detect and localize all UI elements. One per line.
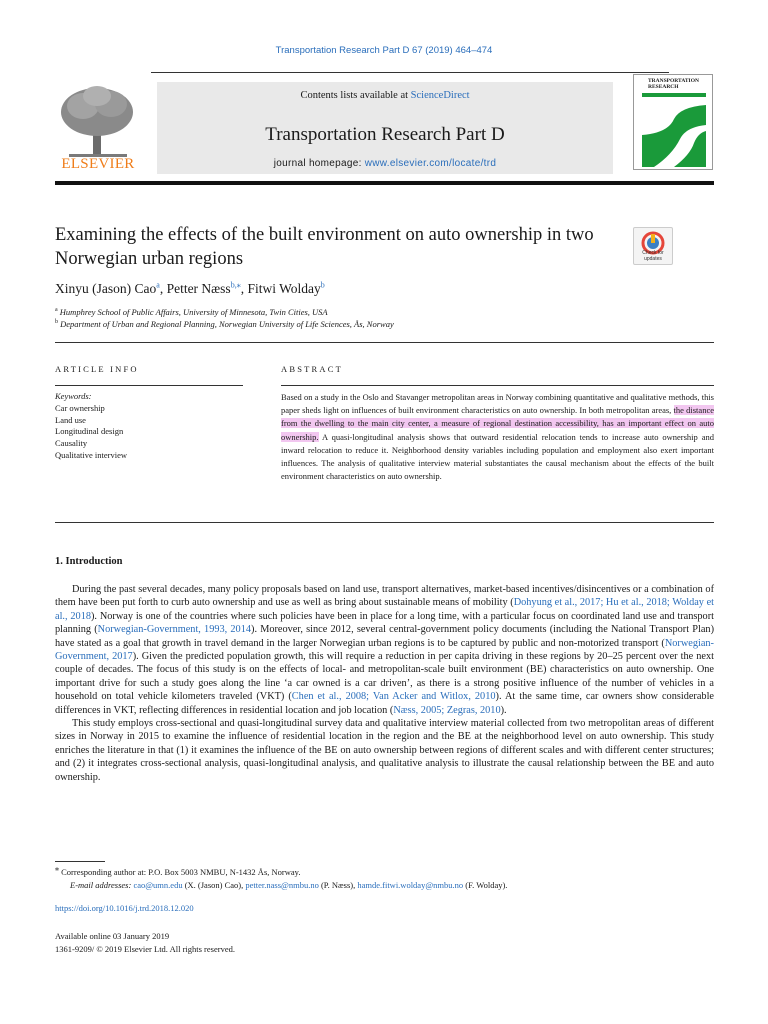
abstract-text xyxy=(281,391,714,483)
homepage-line xyxy=(157,158,613,169)
contents-line xyxy=(157,90,613,101)
author-name[interactable]: Xinyu (Jason) Cao xyxy=(55,281,157,296)
available-online: Available online 03 January 2019 xyxy=(55,931,170,941)
keywords-block xyxy=(55,391,127,462)
author-affiliation-mark[interactable]: b,⁎ xyxy=(230,280,241,290)
text: ). Given the predicted population growth, this will require a reduction in per capita driving in these regions by 20–25 percent over the next couple of decades. The focus of this study is on the effects of local- and metropolitan-scale built environment (BE) characteristics on auto ownership. One important drive for such a study goes along the line ‘a car owned is a car driven’, as there is a strong positive influence of the number of vehicles in a household on total vehicle kilometers traveled (VKT) ( xyxy=(55,651,714,703)
email-label: E-mail addresses: xyxy=(70,880,134,890)
affiliation xyxy=(55,319,394,329)
footnote-rule xyxy=(55,861,105,862)
text: ). xyxy=(500,704,507,716)
divider xyxy=(55,522,714,523)
masthead-bottom-rule xyxy=(55,181,714,185)
author-affiliation-mark[interactable]: a xyxy=(156,280,160,290)
article-info-heading: ARTICLE INFO xyxy=(55,364,139,374)
homepage-prefix: journal homepage: xyxy=(273,158,365,169)
contents-prefix: Contents lists available at xyxy=(300,90,411,101)
divider xyxy=(281,385,714,386)
text: During the past several decades, many policy proposals based on land use, transport alternatives, market-based incentives/disincentives or a combination of them have been put forth to curb auto ownership and use as well as bring about sustainable means of mobility ( xyxy=(55,584,714,609)
affiliation-text: Humphrey School of Public Affairs, University of Minnesota, Twin Cities, USA xyxy=(59,307,328,317)
journal-title: Transportation Research Part D xyxy=(265,124,505,145)
keyword-item: Longitudinal design xyxy=(55,426,124,437)
copyright-line: 1361-9209/ © 2019 Elsevier Ltd. All rights reserved. xyxy=(55,943,235,954)
email-link[interactable]: cao@umn.edu xyxy=(133,880,183,890)
keyword-item: Causality xyxy=(55,438,88,449)
journal-masthead xyxy=(55,72,714,184)
homepage-link[interactable]: www.elsevier.com/locate/trd xyxy=(364,158,497,169)
affiliation-text: Department of Urban and Regional Planning, Norwegian University of Life Sciences, Ås, Norway xyxy=(60,319,394,329)
sciencedirect-link[interactable]: ScienceDirect xyxy=(410,90,470,101)
author-separator: , xyxy=(240,281,248,296)
masthead-top-rule xyxy=(151,72,669,73)
doi-link[interactable]: https://doi.org/10.1016/j.trd.2018.12.020 xyxy=(55,903,194,913)
affiliation xyxy=(55,307,328,317)
paragraph: This study employs cross-sectional and quasi-longitudinal survey data and qualitative interview material collected from two metropolitan areas of different sizes in Norway in 2015 to examine the influence of residential location in the region and the BE at the neighborhood level on auto ownership. This study enriches the literature in that (1) it examines the influence of the BE on auto ownership between regions of different scales and with different center structures; and (2) it integrates cross-sectional analysis, quasi-longitudinal analysis, and qualitative analysis to illustrate the causal relationship between the BE and auto ownership. xyxy=(55,718,714,783)
divider xyxy=(55,385,243,386)
introduction-body xyxy=(55,583,714,784)
publication-info xyxy=(55,930,235,955)
check-for-updates-button[interactable] xyxy=(633,227,673,265)
citation-link[interactable]: Norwegian-Government, 1993, 2014 xyxy=(97,624,252,636)
check-for-updates-label: Check for updates xyxy=(642,250,664,262)
author-list xyxy=(55,281,325,297)
email-owner: (X. (Jason) Cao), xyxy=(182,880,246,890)
citation-link[interactable]: Dohyung et al., 2017; Hu et al., 2018; Wolday et al., 2018 xyxy=(55,597,714,622)
section-heading: 1. Introduction xyxy=(55,556,123,567)
affiliation-mark: a xyxy=(55,307,58,314)
citation-link[interactable]: Chen et al., 2008; Van Acker and Witlox, 2010 xyxy=(291,691,496,703)
email-footnote xyxy=(70,880,507,890)
keyword-item: Car ownership xyxy=(55,402,105,413)
affiliation-mark: b xyxy=(55,319,58,326)
abstract-text-part: Based on a study in the Oslo and Stavanger metropolitan areas in Norway combining quantitative and qualitative methods, this paper sheds light on influences of built environment characteristics on auto ownership. In both metropolitan areas, xyxy=(281,392,714,416)
author-affiliation-mark[interactable]: b xyxy=(320,280,325,290)
text: ). At the same time, car owners show considerable differences in VKT, reflecting differences in residential location and job location ( xyxy=(55,691,715,716)
divider xyxy=(55,342,714,343)
author-separator: , xyxy=(159,281,167,296)
cover-title: TRANSPORTATION RESEARCH xyxy=(648,78,699,90)
keywords-label: Keywords: xyxy=(55,391,92,401)
email-owner: (F. Wolday). xyxy=(463,880,508,890)
author-name[interactable]: Petter Næss xyxy=(166,281,231,296)
article-title: Examining the effects of the built environment on auto ownership in two Norwegian urban regions xyxy=(55,225,594,269)
keyword-item: Qualitative interview xyxy=(55,449,127,460)
keyword-item: Land use xyxy=(55,414,86,425)
journal-cover-image[interactable] xyxy=(633,74,713,170)
journal-reference[interactable]: Transportation Research Part D 67 (2019) 464–474 xyxy=(275,45,493,56)
cover-road-graphic xyxy=(634,75,713,170)
elsevier-wordmark: ELSEVIER xyxy=(61,156,135,172)
abstract-highlight: the distance from the dwelling to the main city center, a measure of regional destination accessibility, has an important effect on auto ownership. xyxy=(281,405,714,442)
corresponding-footnote xyxy=(55,864,301,877)
email-link[interactable]: hamde.fitwi.wolday@nmbu.no xyxy=(357,880,464,890)
email-link[interactable]: petter.nass@nmbu.no xyxy=(245,880,319,890)
abstract-text-part: A quasi-longitudinal analysis shows that outward residential relocation tends to increase auto ownership and inward relocation to reduce it. Neighborhood density variables including population and employment also exert important influences. The analysis of qualitative interview material substantiates the causal mechanism about the effects of the built environment characteristics on auto ownership. xyxy=(281,431,714,482)
citation-link[interactable]: Næss, 2005; Zegras, 2010 xyxy=(393,704,501,716)
footnote-text: Corresponding author at: P.O. Box 5003 NMBU, N-1432 Ås, Norway. xyxy=(59,867,301,877)
paragraph xyxy=(55,583,714,717)
author-name[interactable]: Fitwi Wolday xyxy=(247,281,321,296)
email-owner: (P. Næss), xyxy=(318,880,358,890)
journal-info-box xyxy=(157,82,613,174)
text: ). Moreover, since 2012, several central-government policy documents (including the National Transport Plan) have stated as a goal that growth in travel demand in the larger Norwegian urban regions is to be captured by public and non-motorized transport ( xyxy=(55,624,714,649)
footnote-mark: ⁎ xyxy=(55,864,59,874)
citation-link[interactable]: Norwegian-Government, 2017 xyxy=(55,637,714,663)
text: ). Norway is one of the countries where such policies have been in place for a long time, with a particular focus on coordinated land use and transport planning ( xyxy=(55,610,714,636)
abstract-heading: ABSTRACT xyxy=(281,364,343,374)
